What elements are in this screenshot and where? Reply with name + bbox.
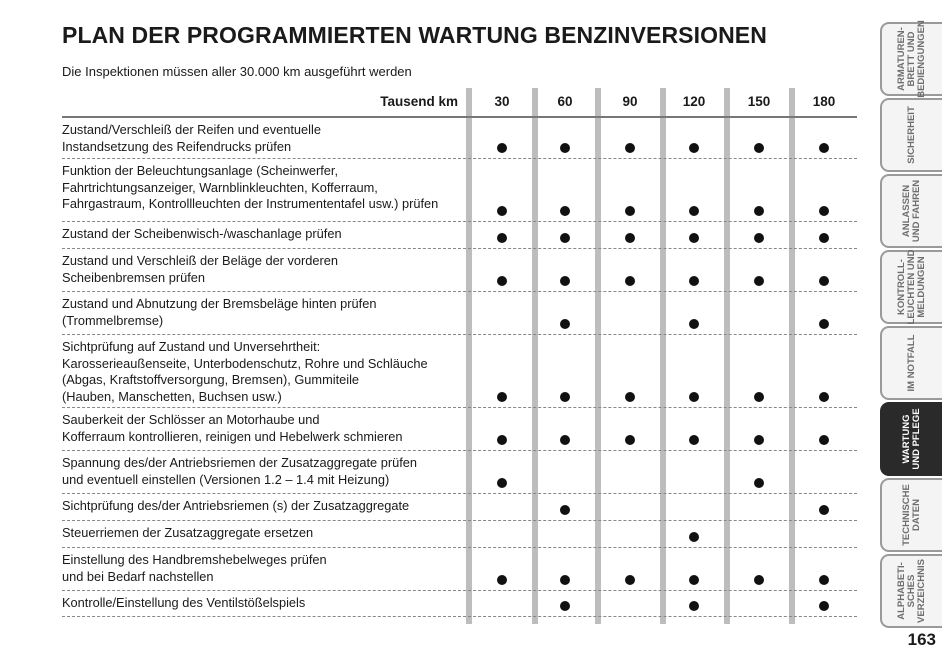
table-row [62, 494, 857, 521]
chapter-tab[interactable] [880, 98, 942, 172]
table-row [62, 548, 857, 591]
task-description: Spannung des/der Antriebsriemen der Zusatzaggregate prüfen und eventuell einstellen (Versionen 1.2 – 1.4 mit Heizung) [62, 455, 417, 487]
service-dot [560, 206, 570, 216]
chapter-tab[interactable] [880, 326, 942, 400]
task-description: Steuerriemen der Zusatzaggregate ersetzen [62, 525, 314, 540]
service-dot [625, 233, 635, 243]
table-row [62, 159, 857, 222]
task-description: Einstellung des Handbremshebelweges prüfen und bei Bedarf nachstellen [62, 552, 327, 584]
column-header: 30 [494, 94, 510, 109]
service-dot [689, 233, 699, 243]
service-dot [560, 276, 570, 286]
service-dot [497, 435, 507, 445]
task-description: Zustand und Abnutzung der Bremsbeläge hinten prüfen (Trommelbremse) [62, 296, 377, 328]
service-dot [819, 276, 829, 286]
service-dot [689, 532, 699, 542]
service-dot [625, 143, 635, 153]
column-header: 180 [812, 94, 836, 109]
service-dot [497, 206, 507, 216]
page-subtitle: Die Inspektionen müssen aller 30.000 km ausgeführt werden [62, 64, 412, 79]
table-row [62, 591, 857, 617]
service-dot [754, 233, 764, 243]
service-dot [497, 143, 507, 153]
service-dot [754, 575, 764, 585]
table-row [62, 521, 857, 548]
chapter-tab-label: ANLASSEN UND FAHREN [901, 179, 922, 243]
service-dot [497, 392, 507, 402]
service-dot [819, 601, 829, 611]
chapter-tab[interactable] [880, 554, 942, 628]
service-dot [625, 575, 635, 585]
service-dot [560, 601, 570, 611]
chapter-tab-label: TECHNISCHE DATEN [901, 484, 922, 546]
service-dot [689, 392, 699, 402]
table-row [62, 408, 857, 451]
service-dot [689, 319, 699, 329]
table-row [62, 118, 857, 159]
service-dot [497, 575, 507, 585]
row-divider [62, 616, 857, 617]
service-dot [560, 319, 570, 329]
service-dot [560, 575, 570, 585]
service-dot [754, 392, 764, 402]
table-row [62, 451, 857, 494]
service-dot [819, 143, 829, 153]
service-dot [625, 276, 635, 286]
page-number: 163 [907, 630, 936, 649]
service-dot [560, 505, 570, 515]
chapter-tab[interactable] [880, 478, 942, 552]
service-dot [625, 435, 635, 445]
task-description: Sauberkeit der Schlösser an Motorhaube und Kofferraum kontrollieren, reinigen und Hebelwerk schmieren [62, 412, 403, 444]
service-dot [560, 143, 570, 153]
task-description: Funktion der Beleuchtungsanlage (Scheinwerfer, Fahrtrichtungsanzeiger, Warnblinkleuchten, Kofferraum, Fahrgastraum, Kontrollleuchten der Instrumententafel usw.) prüfen [62, 163, 439, 211]
task-description: Sichtprüfung auf Zustand und Unversehrtheit: Karosserieaußenseite, Unterbodenschutz, Rohre und Schläuche (Abgas, Kraftstoffversorgung, Bremsen), Gummiteile (Hauben, Manschetten, Buchsen usw.) [62, 339, 428, 404]
service-dot [689, 206, 699, 216]
chapter-tab-label: ALPHABETI- SCHES VERZEICHNIS [896, 559, 927, 623]
task-description: Zustand/Verschleiß der Reifen und eventuelle Instandsetzung des Reifendrucks prüfen [62, 122, 321, 154]
page-title: PLAN DER PROGRAMMIERTEN WARTUNG BENZINVERSIONEN [62, 22, 767, 48]
service-dot [754, 276, 764, 286]
chapter-tab-label: KONTROLL- LEUCHTEN UND MELDUNGEN [896, 249, 927, 325]
chapter-tab[interactable] [880, 22, 942, 96]
task-description: Zustand der Scheibenwisch-/waschanlage prüfen [62, 226, 342, 241]
service-dot [819, 319, 829, 329]
chapter-tab-label: IM NOTFALL [906, 334, 917, 392]
table-row [62, 222, 857, 249]
service-dot [560, 435, 570, 445]
chapter-tab-label: SICHERHEIT [906, 106, 917, 164]
service-dot [689, 601, 699, 611]
column-header: 60 [557, 94, 573, 109]
column-header: 90 [622, 94, 638, 109]
chapter-tab-label: WARTUNG UND PFLEGE [901, 408, 922, 470]
chapter-tab[interactable] [880, 402, 942, 476]
service-dot [754, 478, 764, 488]
task-description: Zustand und Verschleiß der Beläge der vorderen Scheibenbremsen prüfen [62, 253, 339, 285]
service-dot [560, 392, 570, 402]
service-dot [497, 478, 507, 488]
service-dot [689, 575, 699, 585]
service-dot [819, 505, 829, 515]
service-dot [689, 435, 699, 445]
table-row [62, 292, 857, 335]
service-dot [754, 206, 764, 216]
service-dot [689, 276, 699, 286]
service-dot [819, 435, 829, 445]
service-dot [819, 206, 829, 216]
service-dot [625, 206, 635, 216]
service-dot [560, 233, 570, 243]
service-dot [497, 276, 507, 286]
service-dot [625, 392, 635, 402]
chapter-tab[interactable] [880, 250, 942, 324]
chapter-tab-label: ARMATUREN- BRETT UND BEDIENGUNGEN [896, 20, 927, 98]
service-dot [819, 233, 829, 243]
service-dot [819, 575, 829, 585]
service-dot [819, 392, 829, 402]
table-row [62, 335, 857, 408]
header-label: Tausend km [380, 94, 458, 109]
table-row [62, 249, 857, 292]
service-dot [497, 233, 507, 243]
chapter-tab[interactable] [880, 174, 942, 248]
column-header: 120 [682, 94, 706, 109]
service-dot [754, 143, 764, 153]
column-header: 150 [747, 94, 771, 109]
task-description: Kontrolle/Einstellung des Ventilstößelspiels [62, 595, 306, 610]
service-dot [689, 143, 699, 153]
maintenance-table [62, 88, 857, 624]
task-description: Sichtprüfung des/der Antriebsriemen (s) der Zusatzaggregate [62, 498, 410, 513]
service-dot [754, 435, 764, 445]
